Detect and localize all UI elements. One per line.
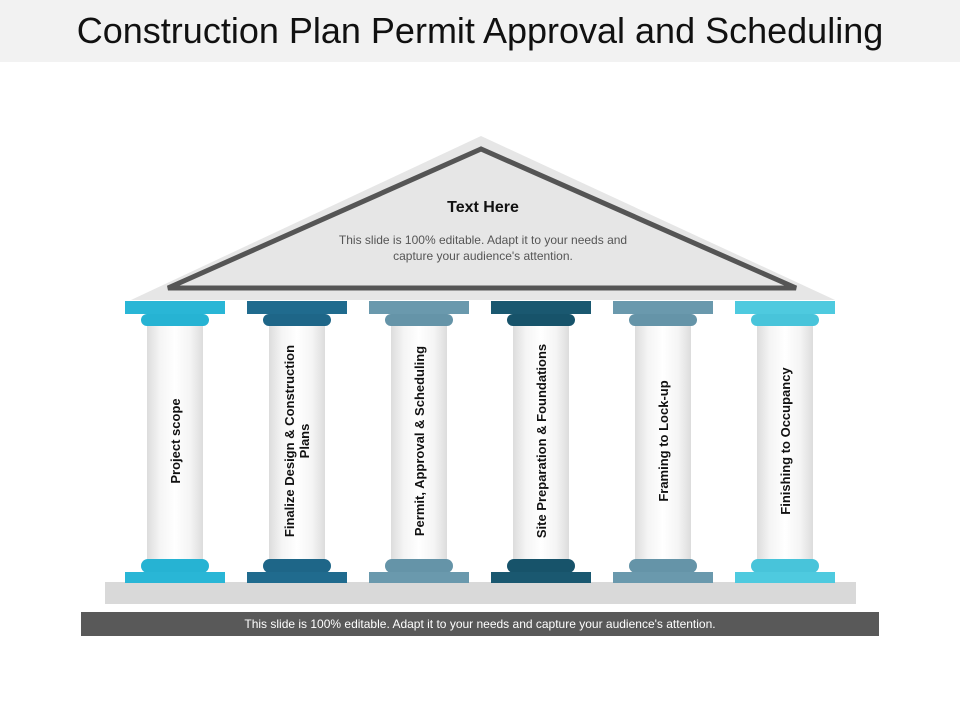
- pillar-capital: [125, 301, 225, 314]
- pillar-base-ring: [263, 559, 331, 573]
- pillar-label-6: Finishing to Occupancy: [777, 367, 793, 515]
- pillar-capital-ring: [385, 314, 453, 326]
- pillar-capital: [613, 301, 713, 314]
- pillar-capital-ring: [507, 314, 575, 326]
- pillar-label-3: Permit, Approval & Scheduling: [411, 345, 427, 537]
- pillar-base-ring: [385, 559, 453, 573]
- pillar-capital: [735, 301, 835, 314]
- pillar-label-4: Site Preparation & Foundations: [533, 343, 549, 539]
- pillar-capital-ring: [629, 314, 697, 326]
- pillar-capital: [369, 301, 469, 314]
- pillar-base-ring: [507, 559, 575, 573]
- temple-base: [105, 582, 856, 604]
- pillar-capital: [247, 301, 347, 314]
- roof-body-text: This slide is 100% editable. Adapt it to your needs and capture your audience's attention.: [338, 233, 628, 263]
- pillar-base: [247, 572, 347, 583]
- pillar-label-1: Project scope: [167, 398, 183, 484]
- pillar-capital-ring: [141, 314, 209, 326]
- footer-text: This slide is 100% editable. Adapt it to your needs and capture your audience's attention.: [244, 617, 716, 631]
- pillar-base: [369, 572, 469, 583]
- pillars-group: [125, 301, 835, 583]
- roof-title: Text Here: [447, 199, 519, 216]
- pillar-base-ring: [629, 559, 697, 573]
- pillar-label-5: Framing to Lock-up: [655, 380, 671, 502]
- pillar-base-ring: [141, 559, 209, 573]
- pillar-capital: [491, 301, 591, 314]
- pillar-base-ring: [751, 559, 819, 573]
- pillar-capital-ring: [751, 314, 819, 326]
- pillar-base: [735, 572, 835, 583]
- pillar-base: [491, 572, 591, 583]
- pillar-base: [613, 572, 713, 583]
- pillar-capital-ring: [263, 314, 331, 326]
- page-title: Construction Plan Permit Approval and Scheduling: [76, 10, 884, 51]
- pillar-label-2: Finalize Design & Construction Plans: [282, 344, 312, 538]
- pillar-base: [125, 572, 225, 583]
- roof-outline: [168, 149, 796, 288]
